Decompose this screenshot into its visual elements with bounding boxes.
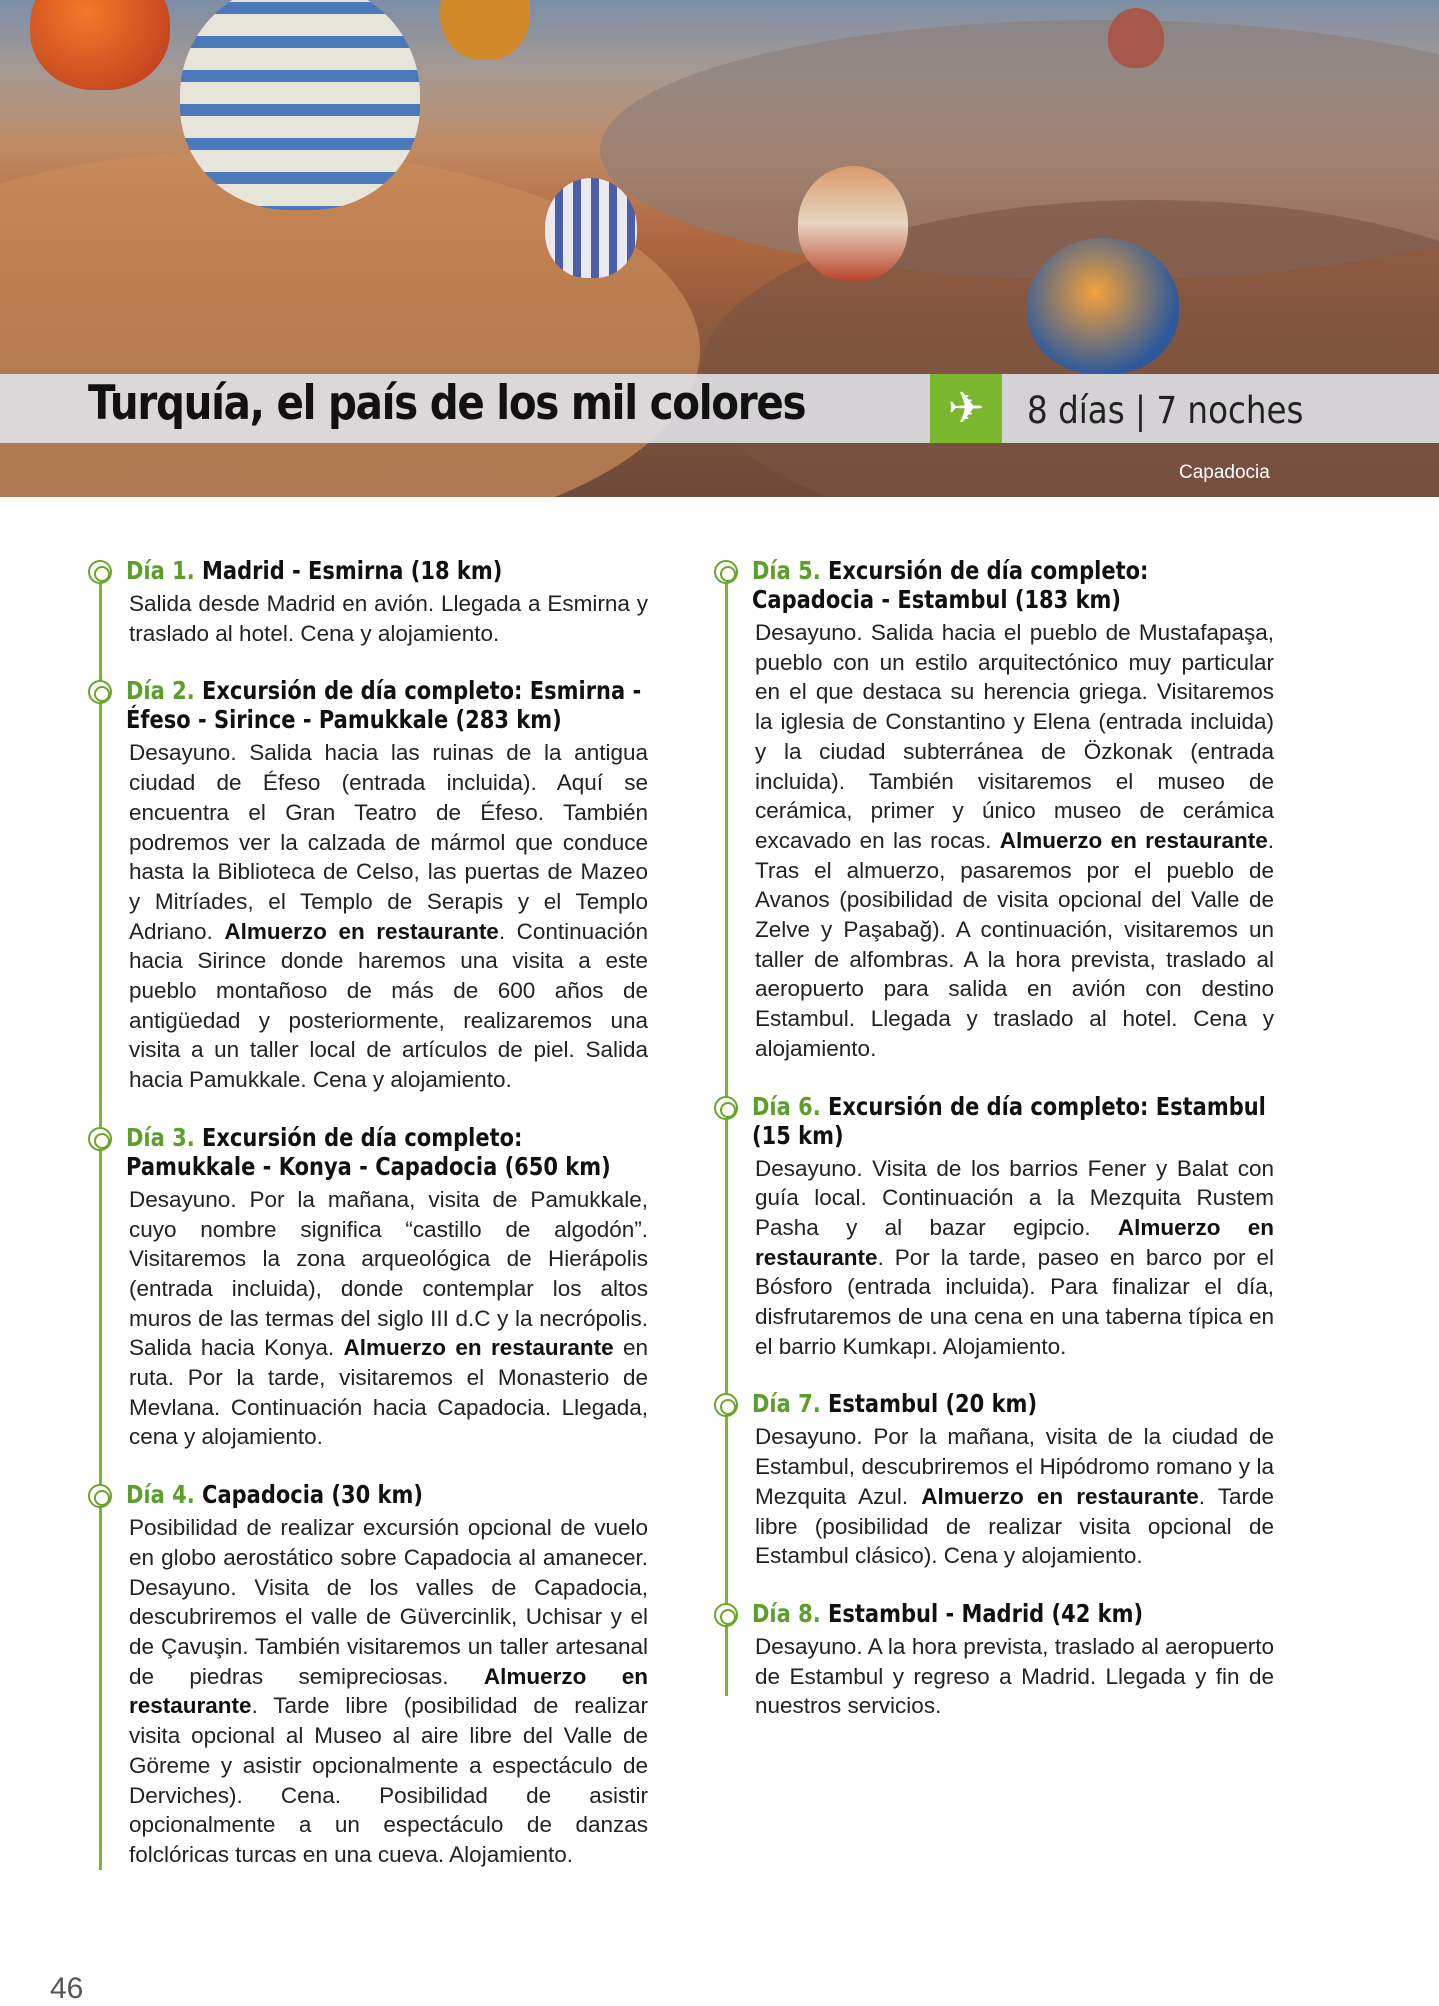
day-label: Día 3. [126, 1122, 195, 1152]
timeline-bullet-icon [714, 1096, 738, 1120]
day-heading [126, 1480, 648, 1509]
highlight-text: Almuerzo en restaurante [921, 1483, 1199, 1509]
itinerary-day [88, 556, 648, 648]
photo-caption: Capadocia [1179, 462, 1270, 483]
day-label: Día 4. [126, 1480, 195, 1510]
page-number: 46 [50, 1972, 84, 2005]
timeline-bullet-icon [88, 680, 112, 704]
day-label: Día 1. [126, 556, 195, 585]
day-title: Excursión de día completo: Esmirna - Éfeso - Sirince - Pamukkale (283 km) [126, 676, 642, 735]
day-description [126, 1513, 648, 1869]
highlight-text: Almuerzo en restaurante [224, 918, 499, 944]
day-description [126, 738, 648, 1094]
description-text: . Tarde libre (posibilidad de realizar visita opcional de Estambul clásico). Cena y alojamiento. [755, 1483, 1275, 1569]
timeline-bullet-icon [88, 1484, 112, 1508]
day-label: Día 2. [126, 676, 195, 706]
day-title: Madrid - Esmirna (18 km) [202, 556, 503, 585]
trip-duration: 8 días | 7 noches [1027, 389, 1304, 432]
highlight-text: Almuerzo en restaurante [343, 1335, 614, 1361]
airplane-icon: ✈ [930, 374, 1002, 443]
day-description [752, 1632, 1274, 1721]
itinerary-day [714, 1389, 1274, 1571]
day-title: Estambul - Madrid (42 km) [828, 1598, 1144, 1628]
description-text: . Continuación hacia Sirince donde haremos una visita a este pueblo montañoso de más de 600 años de antigüedad y posteriormente, realizaremos una visita a un taller local de artículos de piel. Salida hacia Pamukkale. Cena y alojamiento. [129, 918, 648, 1093]
day-heading [126, 676, 648, 734]
day-title: Estambul (20 km) [828, 1389, 1038, 1419]
balloon [545, 178, 637, 278]
description-text: Desayuno. Visita de los barrios Fener y Balat con guía local. Continuación a la Mezquita Rustem Pasha y al bazar egipcio. [755, 1155, 1274, 1240]
balloon [1108, 8, 1164, 68]
description-text: Desayuno. Por la mañana, visita de la ciudad de Estambul, descubriremos el Hipódromo romano y la Mezquita Azul. [755, 1424, 1274, 1509]
day-description [752, 1154, 1274, 1362]
itinerary-day [714, 1599, 1274, 1721]
description-text: Desayuno. Salida hacia las ruinas de la antigua ciudad de Éfeso (entrada incluida). Aquí se encuentra el Gran Teatro de Éfeso. También podremos ver la calzada de mármol que conduce hasta la Biblioteca de Celso, las puertas de Mazeo y Mitríades, el Templo de Serapis y el Templo Adriano. [129, 740, 648, 944]
balloon [1027, 238, 1179, 374]
itinerary-day [88, 676, 648, 1094]
day-description [752, 618, 1274, 1064]
day-heading [126, 1123, 648, 1181]
highlight-text: Almuerzo en restaurante [999, 827, 1268, 853]
balloon [180, 0, 420, 210]
day-heading [752, 1389, 1274, 1418]
balloon [440, 0, 530, 60]
timeline-bullet-icon [714, 1393, 738, 1417]
description-text: . Por la tarde, paseo en barco por el Bósforo (entrada incluida). Para finalizar el día, disfrutaremos de una cena en una taberna típica en el barrio Kumkapı. Alojamiento. [755, 1244, 1274, 1359]
day-label: Día 8. [752, 1598, 821, 1628]
highlight-text: Almuerzo en restaurante [755, 1214, 1274, 1270]
day-description [752, 1422, 1274, 1571]
day-label: Día 5. [752, 556, 821, 585]
itinerary-column-left [88, 556, 648, 1898]
description-text: Salida desde Madrid en avión. Llegada a Esmirna y traslado al hotel. Cena y alojamiento. [129, 591, 648, 646]
description-text: . Tarde libre (posibilidad de realizar visita opcional al Museo al aire libre del Valle de Göreme y asistir opcionalmente a espectáculo de Derviches). Cena. Posibilidad de asistir opcionalmente a un espectáculo de danzas folclóricas turcas en una cueva. Alojamiento. [129, 1693, 648, 1867]
timeline-bullet-icon [88, 560, 112, 584]
day-heading [752, 556, 1274, 614]
description-text: Desayuno. Por la mañana, visita de Pamukkale, cuyo nombre significa “castillo de algodón”. Visitaremos la zona arqueológica de Hierápolis (entrada incluida), donde contemplar los altos muros de las termas del siglo III d.C y la necrópolis. Salida hacia Konya. [129, 1186, 648, 1361]
itinerary-day [714, 1092, 1274, 1362]
day-title: Excursión de día completo: Pamukkale - Konya - Capadocia (650 km) [126, 1122, 611, 1181]
page-title: Turquía, el país de los mil colores [88, 376, 806, 431]
description-text: en ruta. Por la tarde, visitaremos el Monasterio de Mevlana. Continuación hacia Capadocia. Llegada, cena y alojamiento. [129, 1335, 648, 1450]
day-label: Día 7. [752, 1389, 821, 1419]
timeline-bullet-icon [714, 560, 738, 584]
day-heading [126, 556, 648, 585]
day-label: Día 6. [752, 1091, 821, 1121]
itinerary-day [88, 1123, 648, 1452]
day-heading [752, 1092, 1274, 1150]
balloon [30, 0, 170, 90]
day-heading [752, 1599, 1274, 1628]
description-text: Posibilidad de realizar excursión opcional de vuelo en globo aerostático sobre Capadocia al amanecer. Desayuno. Visita de los valles de Capadocia, descubriremos el valle de Güvercinlik, Uchisar y el de Çavuşin. También visitaremos un taller artesanal de piedras semipreciosas. [129, 1515, 648, 1689]
highlight-text: Almuerzo en restaurante [129, 1663, 648, 1719]
itinerary-column-right [714, 556, 1274, 1749]
description-text: Desayuno. Salida hacia el pueblo de Mustafapaşa, pueblo con un estilo arquitectónico muy particular en el que destaca su herencia griega. Visitaremos la iglesia de Constantino y Elena (entrada incluida) y la ciudad subterránea de Özkonak (entrada incluida). También visitaremos el museo de cerámica, primer y único museo de cerámica excavado en las rocas. [755, 620, 1274, 853]
description-text: . Tras el almuerzo, pasaremos por el pueblo de Avanos (posibilidad de visita opcional del Valle de Zelve y Paşabağ). A continuación, visitaremos un taller de alfombras. A la hora prevista, traslado al aeropuerto para salida en avión con destino Estambul. Llegada y traslado al hotel. Cena y alojamiento. [755, 827, 1274, 1061]
timeline-bullet-icon [88, 1127, 112, 1151]
timeline-bullet-icon [714, 1603, 738, 1627]
description-text: Desayuno. A la hora prevista, traslado al aeropuerto de Estambul y regreso a Madrid. Llegada y fin de nuestros servicios. [755, 1633, 1274, 1719]
hero-photo-capadocia [0, 0, 1439, 497]
day-title: Excursión de día completo: Capadocia - Estambul (183 km) [752, 556, 1149, 614]
day-title: Capadocia (30 km) [202, 1480, 423, 1510]
day-title: Excursión de día completo: Estambul (15 km) [752, 1091, 1266, 1150]
itinerary-day [88, 1480, 648, 1869]
day-description [126, 589, 648, 648]
day-description [126, 1185, 648, 1452]
balloon [798, 166, 908, 281]
itinerary-day [714, 556, 1274, 1064]
